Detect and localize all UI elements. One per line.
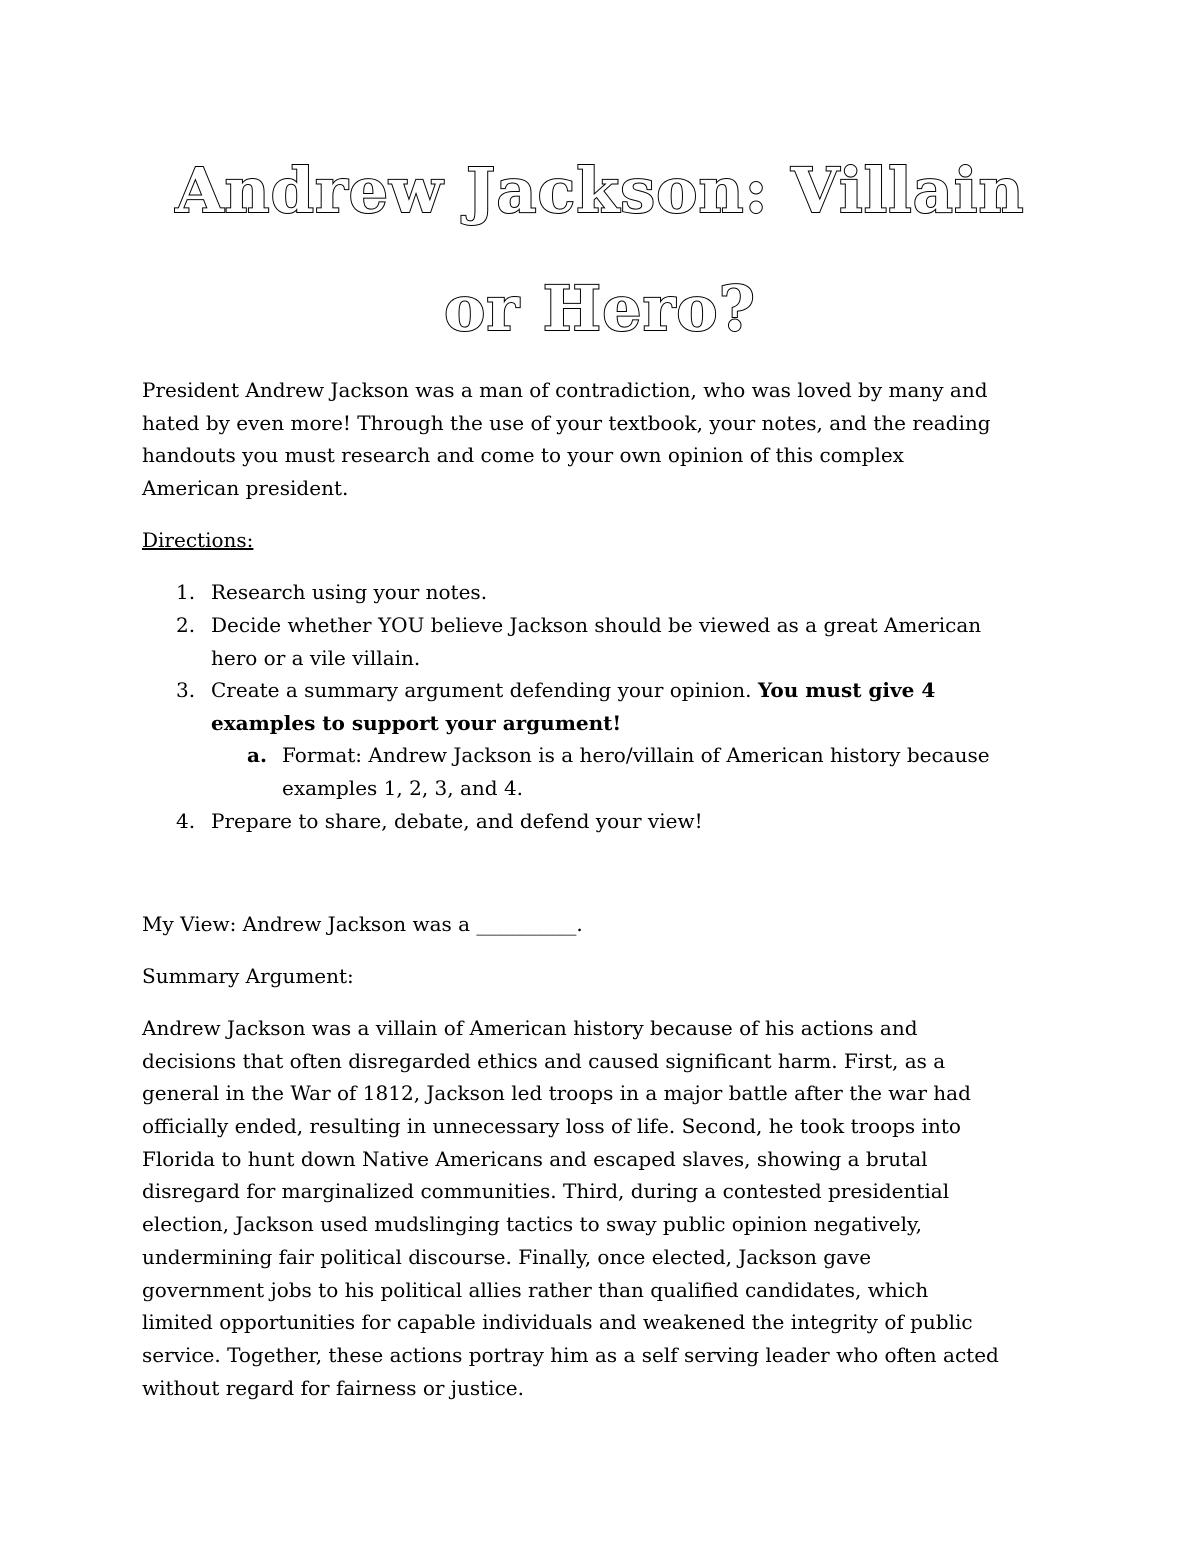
summary-line: election, Jackson used mudslinging tactics to sway public opinion negatively,: [142, 1212, 922, 1237]
summary-line: government jobs to his political allies rather than qualified candidates, which: [142, 1277, 929, 1302]
summary-line: undermining fair political discourse. Finally, once elected, Jackson gave: [142, 1244, 872, 1269]
title-line-1: Andrew Jackson: Villain: [175, 154, 1025, 227]
list-number: 2.: [176, 613, 196, 637]
list-text: examples 1, 2, 3, and 4.: [282, 775, 524, 800]
summary-line: officially ended, resulting in unnecessary loss of life. Second, he took troops into: [142, 1114, 961, 1139]
my-view-text: My View: Andrew Jackson was a __________.: [142, 912, 583, 936]
direction-subitem-a: [247, 739, 1077, 805]
directions-label: Directions:: [142, 528, 254, 552]
summary-label: Summary Argument:: [142, 964, 354, 988]
intro-paragraph: [142, 374, 1062, 505]
list-letter: a.: [247, 743, 267, 767]
list-text: Format: Andrew Jackson is a hero/villain of American history because: [282, 743, 990, 767]
intro-line: hated by even more! Through the use of your textbook, your notes, and the reading: [142, 410, 991, 435]
title-line-2: or Hero?: [444, 272, 756, 345]
list-text: hero or a vile villain.: [211, 645, 421, 670]
list-text: [211, 707, 621, 740]
list-text: [211, 674, 935, 707]
summary-line: service. Together, these actions portray him as a self serving leader who often acted: [142, 1342, 999, 1367]
summary-line: Andrew Jackson was a villain of American history because of his actions and: [142, 1016, 918, 1040]
direction-item-3: [176, 674, 1076, 740]
my-view: [142, 908, 1062, 941]
intro-line: handouts you must research and come to your own opinion of this complex: [142, 443, 904, 468]
list-text: Research using your notes.: [211, 580, 488, 604]
list-number: 3.: [176, 678, 196, 702]
list-text-bold: examples to support your argument!: [211, 710, 622, 735]
summary-paragraph: [142, 1012, 1062, 1404]
list-number: 1.: [176, 580, 196, 604]
list-text: Prepare to share, debate, and defend your view!: [211, 809, 703, 833]
summary-line: limited opportunities for capable individuals and weakened the integrity of public: [142, 1310, 973, 1335]
list-text: Decide whether YOU believe Jackson should be viewed as a great American: [211, 613, 982, 637]
directions-heading: [142, 524, 1062, 557]
summary-line: decisions that often disregarded ethics and caused significant harm. First, as a: [142, 1048, 946, 1073]
direction-item-2: [176, 609, 1076, 675]
list-text-bold: You must give 4: [757, 678, 936, 702]
summary-line: without regard for fairness or justice.: [142, 1375, 524, 1400]
summary-line: general in the War of 1812, Jackson led troops in a major battle after the war had: [142, 1081, 971, 1106]
intro-line: American president.: [142, 476, 349, 501]
list-number: 4.: [176, 809, 196, 833]
summary-line: disregard for marginalized communities. Third, during a contested presidential: [142, 1179, 950, 1204]
summary-line: Florida to hunt down Native Americans and escaped slaves, showing a brutal: [142, 1146, 928, 1171]
summary-heading: [142, 960, 1062, 993]
list-text-plain: Create a summary argument defending your opinion.: [211, 678, 758, 702]
intro-line: President Andrew Jackson was a man of contradiction, who was loved by many and: [142, 378, 988, 402]
